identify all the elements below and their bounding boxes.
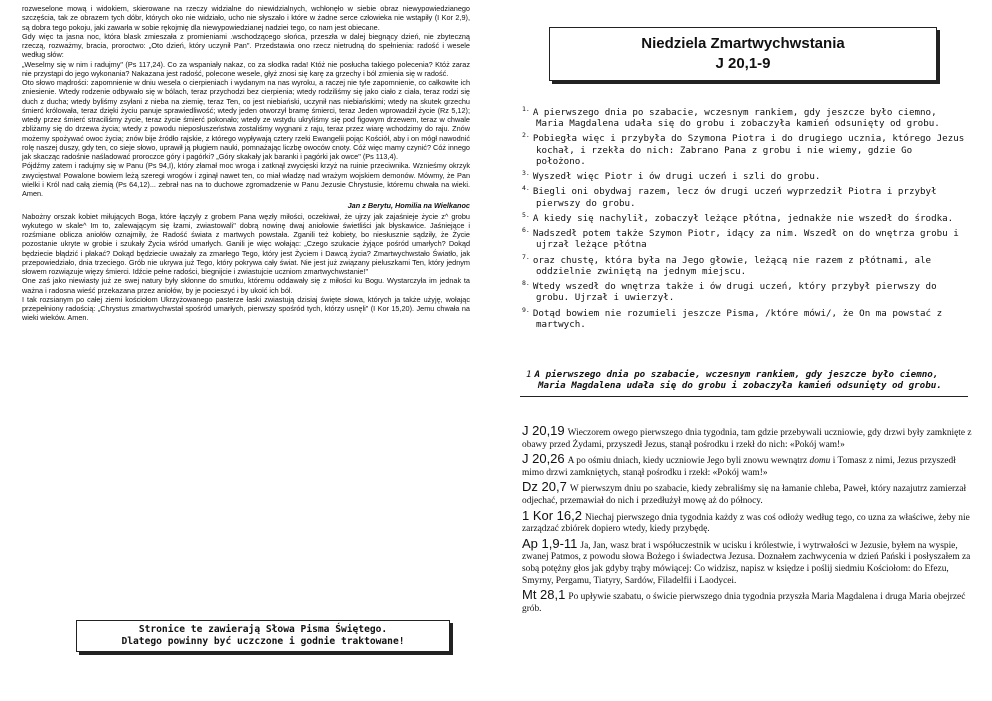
passage-text: i Tomasz z nimi, Jezus przyszedł mimo drzwi zamkniętych, stanął pośrodku i rzekł: «Pokój wam!»	[522, 456, 956, 478]
verse-number: 7.	[522, 252, 530, 261]
page-title: Niedziela Zmartwychwstania	[641, 35, 845, 52]
verse-number: 4.	[522, 184, 530, 193]
verse-number: 3.	[522, 169, 530, 178]
homily-column	[22, 4, 470, 323]
verse	[522, 104, 967, 129]
passage-text: Po upływie szabatu, o świcie pierwszego dnia tygodnia przyszła Maria Magdalena i druga Maria obejrzeć grób.	[522, 592, 966, 614]
passage	[522, 453, 972, 479]
related-passages	[522, 425, 972, 617]
verse-text: Biegli oni obydwaj razem, lecz ów drugi uczeń wyprzedził Piotra i przybył pierwszy do grobu.	[532, 186, 937, 209]
highlighted-verse	[520, 369, 968, 397]
verse	[522, 183, 967, 208]
passage-reference: Ap 1,9-11	[522, 535, 578, 551]
verse-number: 9.	[522, 305, 530, 314]
homily-paragraph: I tak rozsianym po całej ziemi kościołom Ukrzyżowanego pasterze łaski zwiastują dzisiaj święte słowa, których ja także użyję, wołając przepełniony radością: „Chrystus zmartwychwstał spośród umarłych, pierwszy spośród tych, którzy usnęli" (I Kor 15,20). Jemu chwała na wieki wieków. Amen.	[22, 294, 470, 323]
passage-reference: J 20,19	[522, 423, 565, 438]
notice-line: Dlatego powinny być uczczone i godnie traktowane!	[121, 636, 405, 647]
verse-text: Dotąd bowiem nie rozumieli jeszcze Pisma, /które mówi/, że On ma powstać z martwych.	[532, 307, 943, 330]
passage	[522, 481, 972, 507]
verse	[522, 168, 967, 182]
verse-number: 2.	[522, 131, 530, 140]
passage-text: Wieczorem owego pierwszego dnia tygodnia, tam gdzie przebywali uczniowie, gdy drzwi były zamknięte z obawy przed Żydami, przyszedł Jezus, stanął pośrodku i rzekł do nich: «Pokój wam!»	[522, 428, 972, 450]
verse-number: 6.	[522, 226, 530, 235]
passage-text: Ja, Jan, wasz brat i współuczestnik w ucisku i królestwie, i wytrwałości w Jezusie, byłem na wyspie, zwanej Patmos, z powodu słowa Bożego i świadectwa Jezusa. Doznałem zachwycenia w dzień Pański i posłyszałem za sobą potężny głos jak gdyby trąby mówiącej: Co widzisz, napisz w księdze i poślij siedmiu Kościołom: do Efezu, Smyrny, Pergamu, Tiatyry, Sardów, Filadelfii i Laodycei.	[522, 540, 971, 586]
passage-emphasis: domu	[809, 456, 831, 467]
verse	[522, 252, 967, 277]
passage-text: Niechaj pierwszego dnia tygodnia każdy z was coś odłoży według tego, co uzna za właściwe, żeby nie zarządzać zbiórek dopiero wtedy, kiedy przybędę.	[522, 512, 970, 535]
homily-paragraph: Gdy więc ta jasna noc, która blask zmieszała z promieniami .wschodzącego słońca, przeszła w dalej biegnący dzień, nie zbyteczną rzeczą, rozważmy, bracia, proroctwo: „Oto dzień, który uczynił Pan". Przedstawia ono rzecz nietrudną do spełnienia: radość i wesele według słów:	[22, 31, 470, 60]
gospel-reading	[522, 104, 967, 331]
passage-reference: Dz 20,7	[522, 479, 567, 495]
verse-text: A pierwszego dnia po szabacie, wczesnym rankiem, gdy jeszcze było ciemno, Maria Magdalena udała się do grobu i zobaczyła kamień odsunięty od grobu.	[532, 107, 940, 130]
passage	[522, 589, 972, 615]
verse-text: Wtedy wszedł do wnętrza także i ów drugi uczeń, który przybył pierwszy do grobu. Ujrzał i uwierzył.	[532, 281, 937, 304]
verse	[522, 278, 967, 303]
verse-number: 8.	[522, 279, 530, 288]
passage-text: W pierwszym dniu po szabacie, kiedy zebraliśmy się na łamanie chleba, Paweł, który nazajutrz zamierzał odjechać, przemawiał do nich i przedłużył mowę aż do północy.	[522, 484, 967, 506]
highlighted-verse-line	[520, 369, 968, 392]
notice-line: Stronice te zawierają Słowa Pisma Świętego.	[138, 624, 388, 635]
homily-paragraph: Nabożny orszak kobiet miłujących Boga, które łączyły z grobem Pana węzły miłości, oczekiwał, że ujrzy jak zajaśnieje życie z^ grobu wykutego w skale^ Im to, zalewającym się łzami, zwiastowali" dobrą nowinę dwaj aniołowie świetliści jak błyskawice. Jaśniejące i rozśmiane oblicza aniołów oznajmiły, że Radość świata z martwych powstała. Zganili też kobiety, bo niesłusznie sądziły, że Życie pozostanie ukryte w grobie i szukały Życia wśród umarłych. Ganili je więc wołając: „Czego szukacie żyjące pośród umarłych? Dokąd będziecie błądzić i płakać? Dokąd będziecie uważały za zmarłego Tego, który jest Życiem i Dawcą życia? Zmartwychwstało Światło, jak przepowiedziało, dnia trzeciego. Grób nie ukrywa już Tego, który pokrywa cały świat. Nie jest już związany pieluszkami Ten, który jednym słowem rozwiązuje więzy śmierci. Idźcie pełne radości, biegnijcie i zwiastujcie uczniom zmartwychwstanie!"	[22, 211, 470, 276]
passage-reference: Mt 28,1	[522, 587, 566, 603]
highlighted-verse-number: 1	[526, 369, 532, 380]
verse-text: Nadszedł potem także Szymon Piotr, idący za nim. Wszedł on do wnętrza grobu i ujrzał leżące płótna	[532, 228, 959, 251]
verse	[522, 225, 967, 250]
homily-paragraph: „Weselmy się w nim i radujmy" (Ps 117,24). Co za wspaniały nakaz, co za słodka rada! Któż nie posłucha takiego polecenia? Któż zaraz nie przystąpi do jego wykonania? Nakazana jest radość, polecone wesele, głyż znosi się karę za grzechy i ból zmienia się w radość.	[22, 59, 470, 78]
verse-number: 1.	[522, 105, 530, 113]
passage	[522, 425, 972, 451]
homily-paragraph: Oto słowo mądrości: zapomnienie w dniu wesela o cierpieniach i wydanym na nas wyroku, a raczej nie tyle zapomnienie, co całkowite ich zniesienie. Wtedy rodzenie odbywało się w bólach, teraz przychodzi bez cierpienia; wtedy rodziliśmy się jako ciało z ciała, teraz rodzi się duch z ducha; wtedy byliśmy zsyłani z nieba na ziemię, teraz Ten, co jest niebiański, uczynił nas niebiańskimi; wtedy na skutek grzechu śmierć królowała, teraz dzięki życiu panuje sprawiedliwość; wtedy jeden otworzył bramę śmierci, teraz Jeden wprowadził życie (Rz 5,12); wtedy przez śmierć straciliśmy życie, teraz życie śmierć pokonało; wtedy ze wstydu ukryliśmy się pod figowym drzewem, teraz w chwale zbliżamy się do drzewa życia; wtedy z powodu nieposłuszeństwa zostaliśmy wygnani z raju, teraz przez wiarę wchodzimy do raju. Znów możemy spożywać owoc życia; znów bije źródło rajskie, z którego wypływają cztery rzeki Ewangelii pojąc Kościół, aby i on mógł nawodnić rolę naszej duszy, gdy ten, co sieje słowo, uprawił ją pługiem nauki, pomnażając liczbę owoców cnoty. Cóż więc mamy czynić? Cóż innego jak skacząc radośnie naśladować proroczce góry i pagórki? „Góry skakały jak baranki i pagórki jak owce" (Ps 113,4).	[22, 78, 470, 161]
verse-text: A kiedy się nachylił, zobaczył leżące płótna, jednakże nie wszedł do środka.	[532, 212, 954, 224]
verse	[522, 130, 967, 167]
verse	[522, 210, 967, 224]
verse-number: 5.	[522, 210, 530, 219]
passage	[522, 507, 972, 536]
verse	[522, 305, 967, 330]
passage	[522, 535, 972, 587]
homily-paragraph: One zaś jako niewiasty już ze swej natury były skłonne do smutku, któremu oddawały się z miłości ku Bogu. Wystarczyła im jednak ta ważna i radosna wieść przekazana przez aniołów, by je pocieszyć i by ukoić ich ból.	[22, 276, 470, 295]
highlighted-verse-text: A pierwszego dnia po szabacie, wczesnym rankiem, gdy jeszcze było ciemno, Maria Magdalena udała się do grobu i zobaczyła kamień odsunięty od grobu.	[534, 369, 942, 392]
homily-paragraph: rozweselone mową i widokiem, skierowane na rzeczy widzialne do niewidzialnych, wchłonęło w siebie obraz niewypowiedzianego szczęścia, tak ze obrazem tych dóbr, których oko nie widziało, ucho nie słyszało i które w żadne serce człowieka nie wstąpiły (I Kor 2,9), są dobra tego pokoju, jaki zawarła w sobie rękojmię dla niewypowiedzianej nadziei tego, co nam jest obiecane.	[22, 4, 470, 32]
passage-text: A po ośmiu dniach, kiedy uczniowie Jego byli znowu wewnątrz	[567, 456, 810, 467]
verse-text: Pobiegła więc i przybyła do Szymona Piotra i do drugiego ucznia, którego Jezus kochał, i rzekła do nich: Zabrano Pana z grobu i nie wiemy, gdzie Go położono.	[532, 133, 965, 167]
verse-text: Wyszedł więc Piotr i ów drugi uczeń i szli do grobu.	[532, 171, 821, 183]
scripture-notice-box	[76, 620, 450, 652]
homily-paragraph: Pójdźmy zatem i radujmy się w Panu (Ps 94,I), który złamał moc wroga i zatknął zwycięski krzyż na ruinie przeciwnika. Wznieśmy okrzyk zwycięstwa! Powalone bowiem leżą szeregi wrogów i zginął nawet ten, co miał władzę nad wrażym wojskiem demonów. Mówmy, że Pan wielki i Król nad całą ziemią (Ps 64,12)... zebrał nas na to duchowe zgromadzenie w Panu Jezusie Chrystusie, któremu chwała na wieki. Amen.	[22, 161, 470, 198]
page-title-box	[549, 27, 937, 81]
passage-reference: J 20,26	[522, 451, 565, 467]
homily-attribution: Jan z Berytu, Homilia na Wielkanoc	[347, 201, 470, 211]
verse-text: oraz chustę, która była na Jego głowie, leżącą nie razem z płótnami, ale oddzielnie zwiniętą na jednym miejscu.	[532, 254, 932, 277]
passage-reference: 1 Kor 16,2	[522, 507, 582, 523]
gospel-reference: J 20,1-9	[715, 55, 771, 72]
